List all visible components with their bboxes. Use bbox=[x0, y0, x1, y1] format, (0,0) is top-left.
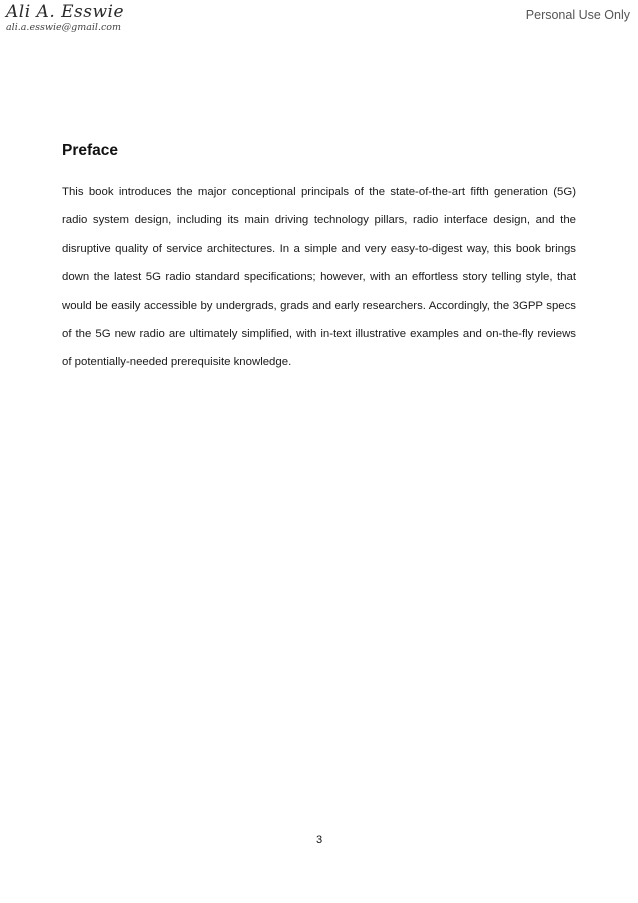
preface-paragraph: This book introduces the major conceptional principals of the state-of-the-art fifth generation (5G) radio system design, including its main driving technology pillars, radio interface design, and the disruptive quality of service architectures. In a simple and very easy-to-digest way, this book brings down the latest 5G radio standard specifications; however, with an effortless story telling style, that would be easily accessible by undergrads, grads and early researchers. Accordingly, the 3GPP specs of the 5G new radio are ultimately simplified, with in-text illustrative examples and on-the-fly reviews of potentially-needed prerequisite knowledge. bbox=[62, 186, 576, 369]
personal-use-watermark: Personal Use Only bbox=[525, 8, 630, 22]
section-heading: Preface bbox=[62, 142, 119, 159]
page-number: 3 bbox=[315, 834, 323, 846]
signature-email: ali.a.esswie@gmail.com bbox=[6, 22, 122, 33]
signature-name: Ali A. Esswie bbox=[6, 2, 125, 22]
author-signature bbox=[6, 2, 146, 36]
